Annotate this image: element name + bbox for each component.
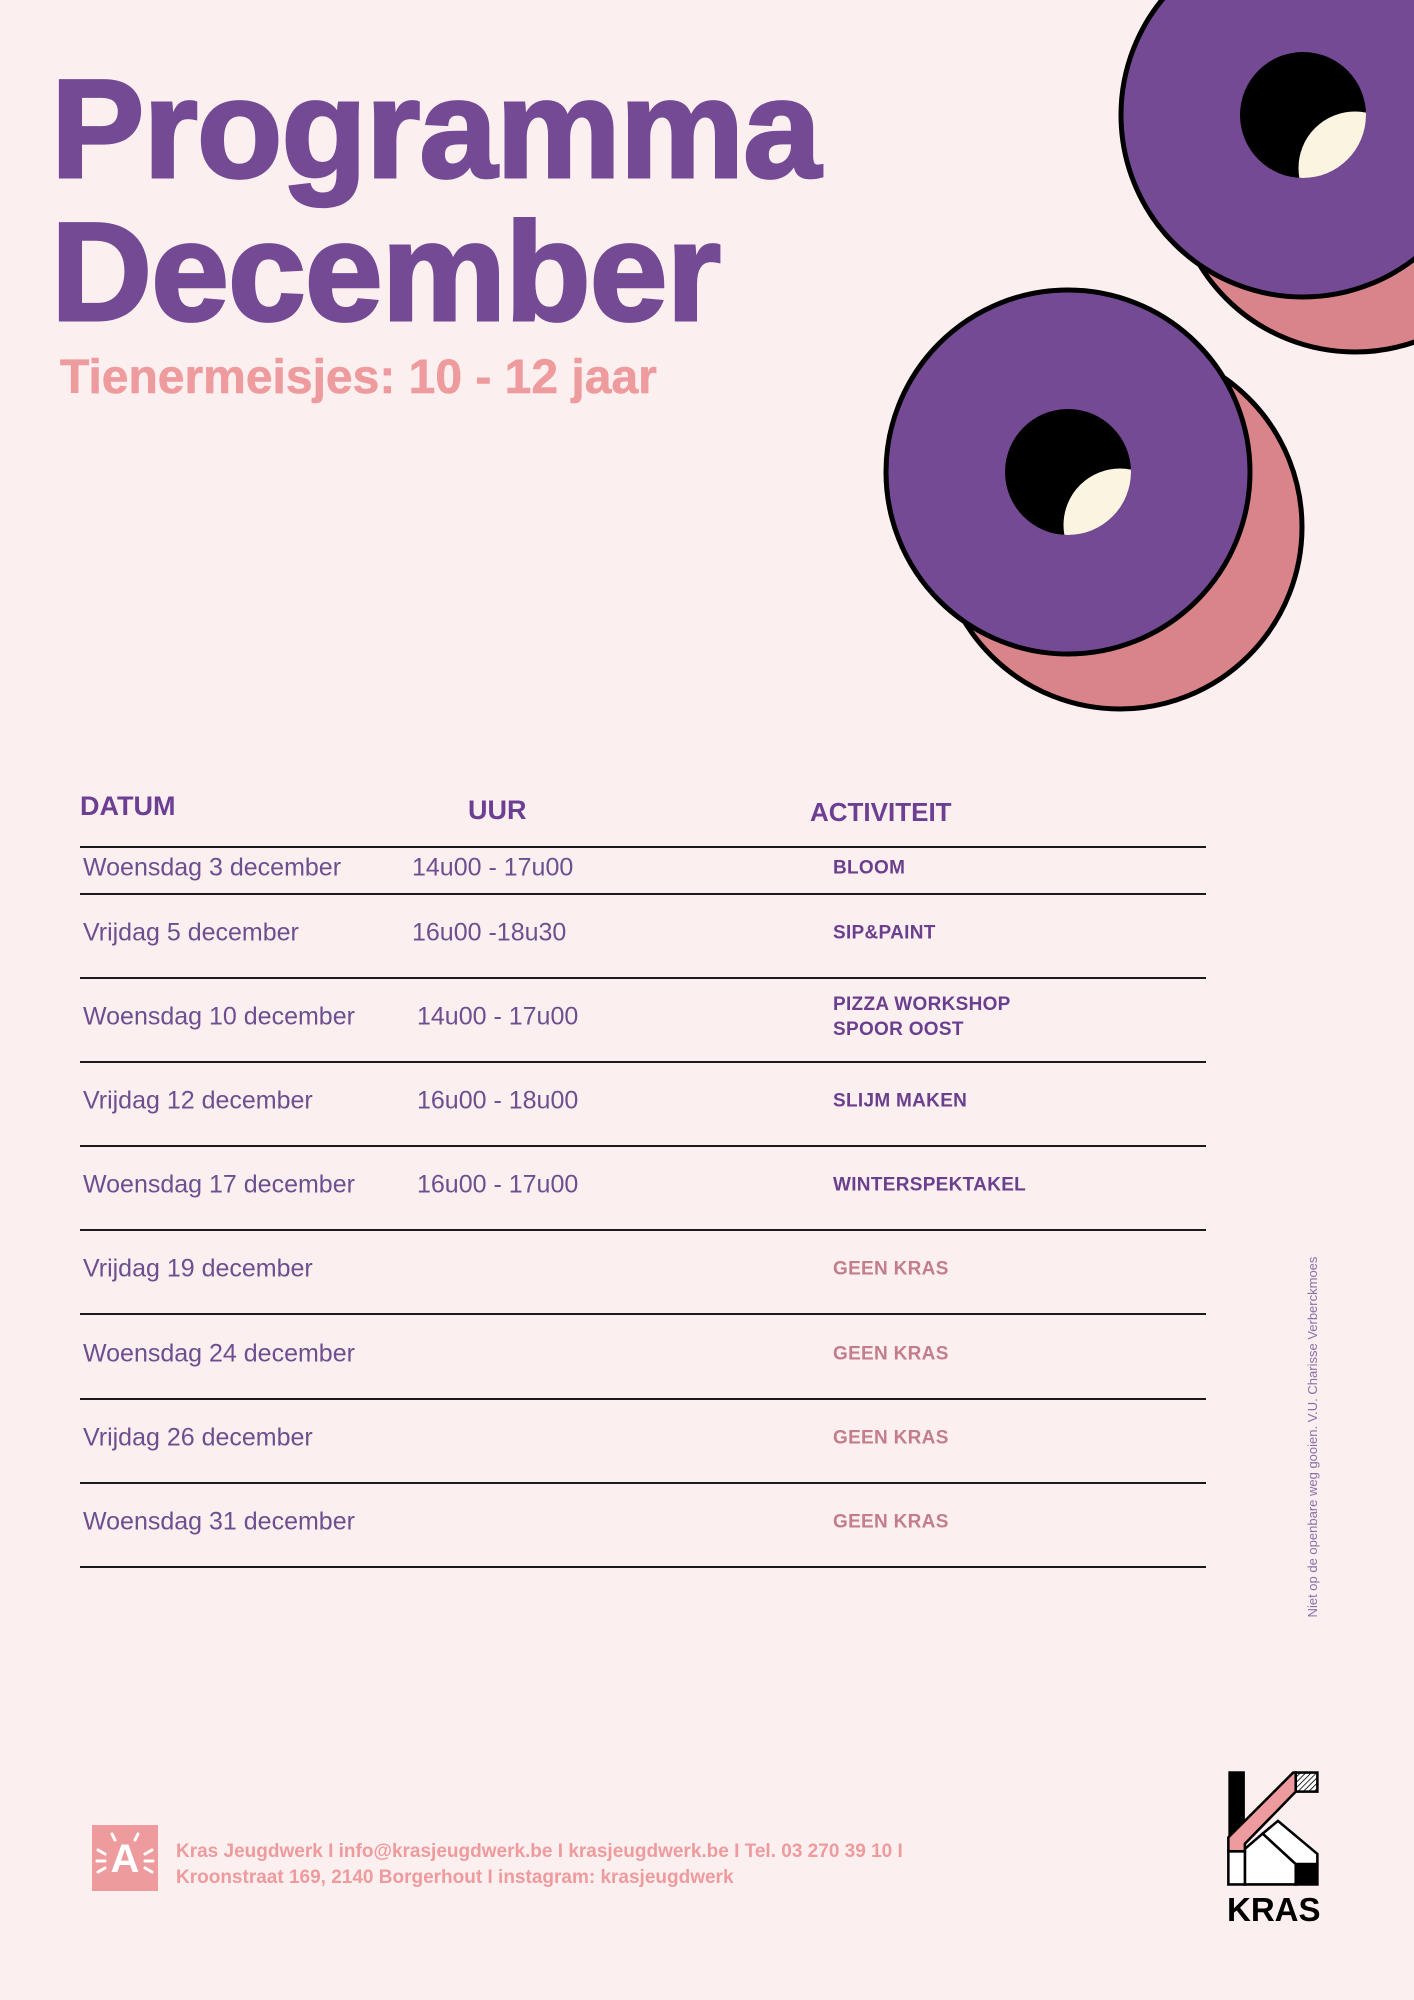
footer-line2: Kroonstraat 169, 2140 Borgerhout I instagram: krasjeugdwerk — [176, 1867, 734, 1888]
kras-logo — [1227, 1770, 1320, 1926]
table-row — [80, 1231, 1206, 1315]
antwerp-logo-letter: A — [110, 1837, 140, 1881]
row-date: Vrijdag 12 december — [83, 1086, 313, 1115]
table-row — [80, 895, 1206, 979]
table-row — [80, 1484, 1206, 1568]
table-row — [80, 1147, 1206, 1231]
row-time: 16u00 - 17u00 — [417, 1170, 579, 1199]
table-row — [80, 1063, 1206, 1147]
row-activity — [833, 1257, 949, 1282]
row-time: 16u00 -18u30 — [412, 918, 567, 947]
table-row — [80, 1400, 1206, 1484]
row-activity — [833, 921, 936, 946]
footer-line1: Kras Jeugdwerk I info@krasjeugdwerk.be I krasjeugdwerk.be I Tel. 03 270 39 10 I — [176, 1841, 903, 1862]
activity-line: PIZZA WORKSHOP — [833, 994, 1011, 1015]
table-row — [80, 1315, 1206, 1400]
column-header-activity: ACTIVITEIT — [810, 797, 952, 827]
row-time: 16u00 - 18u00 — [417, 1086, 579, 1115]
page-subtitle: Tienermeisjes: 10 - 12 jaar — [60, 351, 657, 404]
donut-illustration — [840, 0, 1414, 720]
activity-line: SPOOR OOST — [833, 1019, 964, 1040]
donut-top-right — [1121, 0, 1414, 352]
activity-line: GEEN KRAS — [833, 1511, 949, 1533]
activity-line: SLIJM MAKEN — [833, 1090, 968, 1112]
activity-line: BLOOM — [833, 857, 906, 878]
activity-line: WINTERSPEKTAKEL — [833, 1174, 1027, 1196]
row-activity — [833, 855, 905, 880]
row-date: Woensdag 3 december — [83, 853, 342, 881]
row-date: Vrijdag 5 december — [83, 918, 299, 947]
row-date: Woensdag 10 december — [83, 1002, 355, 1031]
table-row — [80, 848, 1206, 895]
kras-k-logo-icon — [1227, 1770, 1320, 1887]
row-date: Woensdag 31 december — [83, 1507, 355, 1536]
activity-line: GEEN KRAS — [833, 1258, 949, 1280]
donut-middle — [886, 290, 1302, 709]
activity-line: SIP&PAINT — [833, 922, 936, 944]
kras-logo-text: KRAS — [1227, 1891, 1321, 1928]
row-activity — [833, 1426, 949, 1451]
publisher-note: Niet op de openbare weg gooien. V.U. Charisse Verberckmoes — [1305, 1256, 1320, 1618]
page-title-line2: December — [51, 193, 721, 350]
row-date: Woensdag 17 december — [83, 1170, 355, 1199]
row-activity — [833, 1089, 967, 1114]
row-time: 14u00 - 17u00 — [412, 853, 574, 881]
row-activity — [833, 1173, 1026, 1198]
column-header-time: UUR — [468, 795, 527, 825]
row-date: Vrijdag 19 december — [83, 1254, 313, 1283]
row-activity — [833, 992, 1011, 1042]
row-date: Woensdag 24 december — [83, 1339, 355, 1367]
page-title-line1: Programma — [51, 50, 821, 207]
column-header-date: DATUM — [80, 791, 176, 821]
row-activity — [833, 1510, 949, 1535]
row-time: 14u00 - 17u00 — [417, 1002, 579, 1031]
activity-line: GEEN KRAS — [833, 1343, 949, 1364]
row-date: Vrijdag 26 december — [83, 1423, 313, 1452]
table-row — [80, 979, 1206, 1063]
footer-contact — [176, 1839, 903, 1891]
row-activity — [833, 1341, 949, 1366]
activity-line: GEEN KRAS — [833, 1427, 949, 1449]
antwerp-logo-icon — [92, 1825, 158, 1891]
